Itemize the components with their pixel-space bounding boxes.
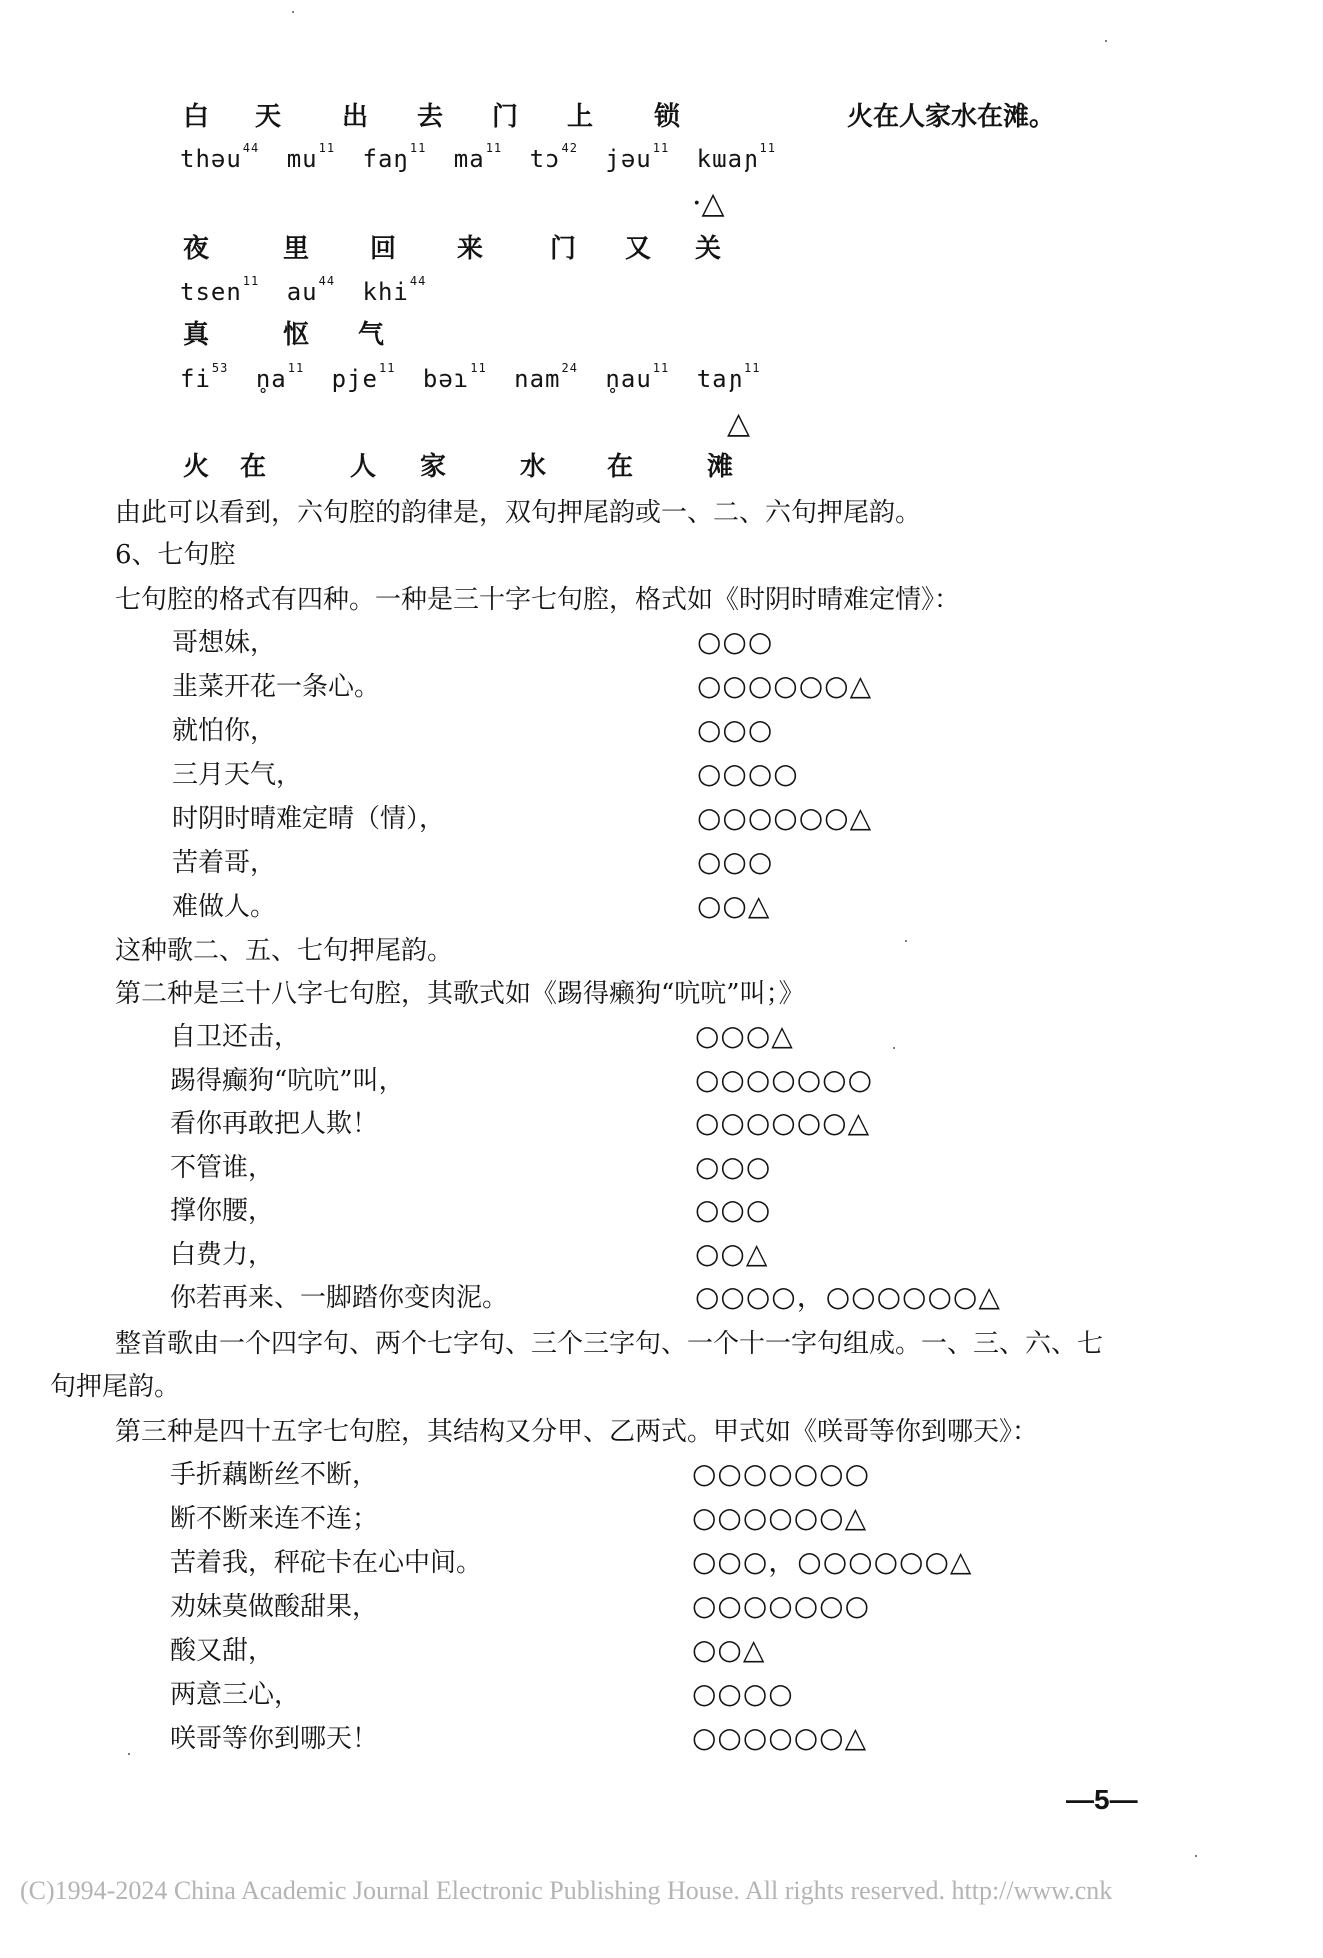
- paragraph-1: 这种歌二、五、七句押尾韵。: [115, 936, 454, 966]
- song-3-pattern: ○○○○○○△: [692, 1721, 868, 1754]
- song-3-pattern: ○○○○○○○: [692, 1589, 871, 1622]
- rhyme-mark-3: △: [727, 406, 751, 441]
- scan-speck: [1105, 40, 1107, 42]
- song-1-pattern: ○○○: [697, 845, 774, 878]
- song-1-pattern: ○○○: [697, 713, 774, 746]
- song-2-line: 你若再来、一脚踏你变肉泥。: [170, 1283, 509, 1313]
- verse-char: 在: [240, 452, 267, 482]
- song-2-pattern: ○○△: [695, 1236, 769, 1270]
- song-3-line: 酸又甜，: [170, 1636, 275, 1666]
- verse-char: 里: [283, 234, 310, 264]
- paragraph-2-line-1: 整首歌由一个四字句、两个七字句、三个三字句、一个十一字句组成。一、三、六、七: [115, 1329, 1104, 1359]
- song-2-line: 自卫还击，: [170, 1022, 301, 1052]
- verse-char: 家: [420, 452, 447, 482]
- verse-line-1: [183, 100, 680, 134]
- verse-char: 来: [457, 234, 484, 264]
- song-1-line: 哥想妹，: [172, 628, 277, 658]
- song-3-pattern: ○○○○○○○: [692, 1457, 871, 1490]
- song-1-pattern: ○○○○○○△: [697, 801, 873, 834]
- scan-speck: [905, 940, 907, 942]
- song-2-pattern: ○○○○○○△: [695, 1106, 871, 1139]
- verse-char: 天: [255, 102, 282, 132]
- verse-line-2: [183, 232, 721, 266]
- scan-speck: [128, 1753, 130, 1755]
- phonetic-line-1: thəu$^{44}$ $mu^{11}$ faŋ$^{11}$ $ma^{11}$ tɔ$^{42}$ jəu$^{11}$ kɯaɲ$^{11}$: [180, 141, 776, 173]
- song-1-pattern: ○○△: [697, 889, 771, 922]
- scan-speck: [893, 1047, 895, 1049]
- song-1-pattern: ○○○○: [697, 757, 799, 790]
- verse-char: 出: [342, 102, 369, 132]
- song-1-pattern: ○○○: [697, 625, 774, 658]
- verse-char: 门: [492, 102, 519, 132]
- song-1-pattern: ○○○○○○△: [697, 669, 873, 702]
- verse-char: 怄: [283, 320, 310, 350]
- verse-char: 在: [607, 452, 634, 482]
- verse-char: 锁: [654, 102, 681, 132]
- song-2-line: 白费力，: [170, 1239, 275, 1270]
- verse-line-4: [183, 450, 733, 484]
- song-2-pattern: ○○○: [695, 1149, 772, 1183]
- verse-line-3: [183, 318, 384, 352]
- song-3-pattern: ○○△: [692, 1633, 766, 1666]
- phonetic-line-2: tsen$^{11}$ $au^{44}$ khi$^{44}$: [180, 274, 427, 306]
- verse-char: 又: [625, 234, 652, 264]
- song-1-line: 就怕你，: [172, 716, 277, 746]
- song-2-line: 看你再敢把人欺！: [170, 1109, 379, 1139]
- song-1-line: 时阴时晴难定晴（情），: [172, 804, 446, 834]
- song-1-line: 三月天气，: [172, 760, 303, 790]
- paragraph-intro-1: 七句腔的格式有四种。一种是三十字七句腔，格式如《时阴时晴难定情》：: [115, 585, 961, 615]
- song-1-line: 韭菜开花一条心。: [172, 672, 381, 702]
- song-2-pattern: ○○○○，○○○○○○△: [695, 1280, 1001, 1313]
- song-3-line: 咲哥等你到哪天！: [170, 1724, 379, 1754]
- song-1-line: 难做人。: [172, 892, 277, 922]
- verse-char: 滩: [707, 452, 734, 482]
- verse-char: 水: [520, 452, 547, 482]
- song-2-pattern: ○○○: [695, 1193, 772, 1226]
- section-heading: 6、七句腔: [115, 540, 236, 570]
- song-3-pattern: ○○○，○○○○○○△: [692, 1545, 973, 1578]
- page-number: —5—: [1066, 1784, 1138, 1815]
- song-3-line: 劝妹莫做酸甜果，: [170, 1592, 379, 1622]
- verse-char: 夜: [183, 234, 210, 264]
- verse-char: 门: [550, 234, 577, 264]
- verse-char: 人: [350, 452, 377, 482]
- song-2-line: 撑你腰，: [170, 1196, 275, 1226]
- paragraph-2-line-2: 句押尾韵。: [50, 1372, 181, 1402]
- song-3-line: 断不断来连不连；: [170, 1504, 379, 1534]
- verse-char: 上: [567, 102, 594, 132]
- scan-speck: [292, 11, 294, 13]
- verse-line-1-tail: 火在人家水在滩。: [847, 102, 1056, 132]
- song-2-pattern: ○○○△: [695, 1019, 794, 1052]
- song-2-line: 踢得癫狗“吭吭”叫，: [170, 1065, 405, 1096]
- song-3-line: 两意三心，: [170, 1680, 301, 1710]
- song-3-pattern: ○○○○○○△: [692, 1501, 868, 1534]
- verse-char: 火: [183, 452, 210, 482]
- song-3-line: 手折藕断丝不断，: [170, 1460, 379, 1490]
- song-3-pattern: ○○○○: [692, 1677, 794, 1710]
- paragraph-summary: 由此可以看到，六句腔的韵律是，双句押尾韵或一、二、六句押尾韵。: [115, 498, 922, 528]
- paragraph-intro-3: 第三种是四十五字七句腔，其结构又分甲、乙两式。甲式如《咲哥等你到哪天》：: [115, 1417, 1039, 1447]
- copyright-footer: (C)1994-2024 China Academic Journal Electronic Publishing House. All rights reserved. http://www.cnk: [20, 1876, 1113, 1905]
- verse-char: 回: [370, 234, 397, 264]
- song-3-line: 苦着我，秤砣卡在心中间。: [170, 1548, 483, 1578]
- verse-char: 关: [695, 234, 722, 264]
- scan-speck: [1195, 1855, 1197, 1857]
- song-2-line: 不管谁，: [170, 1152, 275, 1183]
- verse-char: 白: [183, 102, 210, 132]
- verse-char: 真: [183, 320, 210, 350]
- song-2-pattern: ○○○○○○○: [695, 1062, 874, 1096]
- verse-char: 气: [358, 320, 385, 350]
- song-1-line: 苦着哥，: [172, 848, 277, 878]
- rhyme-mark-1: ·△: [692, 186, 725, 221]
- phonetic-line-3: $fi^{53}$ $n̥a^{11}$ pje$^{11}$ bəɿ$^{11}$ nam$^{24}$ $n̥au^{11}$ taɲ$^{11}$: [180, 361, 761, 393]
- verse-char: 去: [417, 102, 444, 132]
- paragraph-intro-2: 第二种是三十八字七句腔，其歌式如《踢得癞狗“吭吭”叫；》: [115, 979, 805, 1009]
